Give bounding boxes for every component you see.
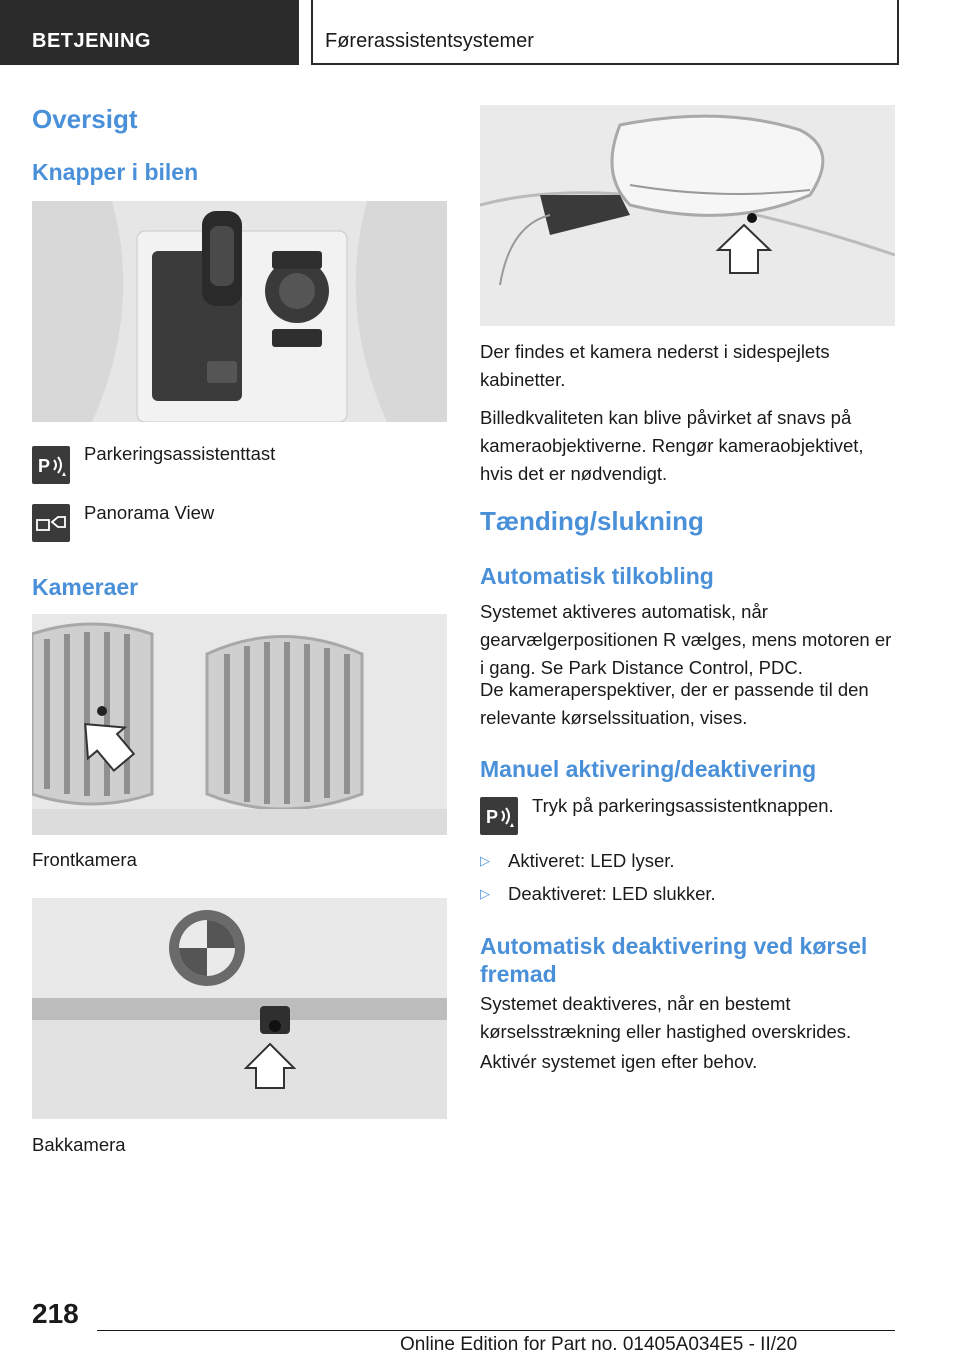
rear-camera-image [32, 898, 447, 1119]
section-tab [0, 0, 299, 65]
bullet-triangle-icon: ▷ [480, 886, 490, 901]
button-label-panorama: Panorama View [84, 502, 215, 523]
auto-activation-text: Systemet aktiveres automatisk, når gearvælgerpositionen R vælges, mens motoren er i gang. Se Park Distance Control, PDC. [480, 601, 892, 678]
auto-deactivation-text: Systemet deaktiveres, når en bestemt kørselsstrækning eller hastighed overskrides. [480, 993, 852, 1042]
rear-camera-caption: Bakkamera [32, 1134, 126, 1155]
edition-note: Online Edition for Part no. 01405A034E5 - II/20 [400, 1334, 798, 1355]
bullet-triangle-icon: ▷ [480, 853, 490, 868]
chapter-title: Førerassistentsystemer [325, 30, 534, 52]
page-number: 218 [32, 1298, 79, 1329]
auto-activation-heading: Automatisk tilkobling [480, 563, 714, 589]
button-label-parking: Parkeringsassistenttast [84, 443, 276, 464]
svg-text:P: P [486, 807, 499, 827]
mirror-camera-text: Der findes et kamera nederst i sidespejlets kabinetter. [480, 341, 830, 390]
auto-deactivation-heading: Automatisk deaktivering ved kørsel fremad [480, 933, 868, 987]
ignition-title: Tænding/slukning [480, 506, 704, 536]
buttons-heading: Knapper i bilen [32, 159, 199, 185]
auto-deactivation-text-2: Aktivér systemet igen efter behov. [480, 1051, 758, 1072]
chapter-tab [311, 0, 899, 65]
manual-activation-text: Tryk på parkeringsassistentknappen. [532, 795, 834, 816]
center-console-image [32, 201, 447, 422]
image-quality-text: Billedkvaliteten kan blive påvirket af snavs på kameraobjektiverne. Rengør kameraobjektivet, hvis det er nødvendigt. [480, 407, 864, 484]
front-camera-caption: Frontkamera [32, 849, 137, 870]
side-mirror-image [480, 105, 895, 326]
front-camera-image [32, 614, 447, 835]
page-title: Oversigt [32, 104, 138, 134]
footer-divider [97, 1330, 895, 1331]
svg-text:P: P [38, 456, 51, 476]
panorama-view-icon [32, 504, 70, 542]
parking-assistant-icon [32, 446, 70, 484]
section-title: BETJENING [32, 30, 151, 52]
manual-activation-heading: Manuel aktivering/deaktivering [480, 756, 817, 782]
parking-assistant-icon [480, 797, 518, 835]
auto-activation-text-2: De kameraperspektiver, der er passende til den relevante kørselssituation, vises. [480, 679, 869, 728]
cameras-heading: Kameraer [32, 574, 139, 600]
